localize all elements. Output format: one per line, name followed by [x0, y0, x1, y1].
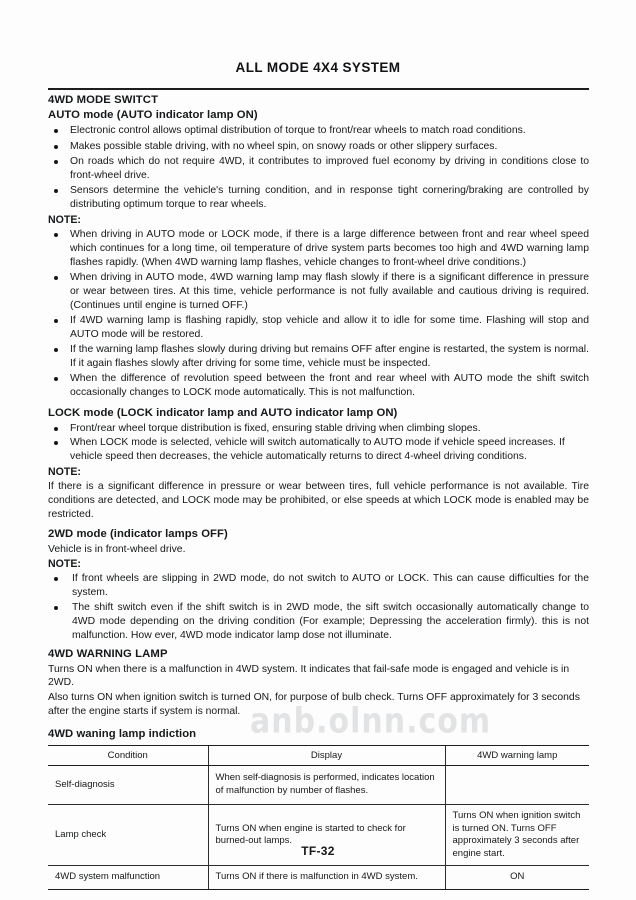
auto-mode-bullet-list	[48, 124, 589, 211]
list-item: Front/rear wheel torque distribution is fixed, ensuring stable driving when climbing slopes.	[48, 422, 589, 436]
warning-lamp-paragraph-1: Turns ON when there is a malfunction in 4WD system. It indicates that fail-safe mode is engaged and vehicle is in 2WD.	[48, 663, 570, 689]
warning-lamp-paragraph-2: Also turns ON when ignition switch is turned ON, for purpose of bulb check. Turns OFF approximately for 3 seconds after the engine starts if system is normal.	[48, 692, 580, 718]
table-row	[48, 766, 589, 805]
page-footer: TF-32	[301, 844, 335, 858]
lamp-indication-table-wrap	[48, 745, 589, 890]
note-label-2wd: NOTE:	[48, 557, 81, 570]
list-item: The shift switch even if the shift switch is in 2WD mode, the sift switch occasionally automatically change to 4WD mode depending on the driving condition (For example; Depressing the acceleration firmly). this is not malfunction. How ever, 4WD mode indicator lamp dose not illuminate.	[48, 601, 589, 642]
list-item: If 4WD warning lamp is flashing rapidly, stop vehicle and allow it to idle for some time. Flashing will stop and AUTO mode will be restored.	[48, 314, 589, 342]
list-item: If front wheels are slipping in 2WD mode, do not switch to AUTO or LOCK. This can cause difficulties for the system.	[48, 572, 589, 600]
column-header-condition: Condition	[48, 746, 208, 766]
lamp-indication-table	[48, 745, 589, 890]
list-item: On roads which do not require 4WD, it contributes to improved fuel economy by driving in conditions close to front-wheel drive.	[48, 155, 589, 183]
page-content	[48, 88, 589, 890]
cell-display: Turns ON when engine is started to check for burned-out lamps.	[208, 805, 445, 866]
2wd-mode-text: Vehicle is in front-wheel drive.	[48, 543, 186, 555]
column-header-warning-lamp: 4WD warning lamp	[445, 746, 589, 766]
cell-condition: Self-diagnosis	[48, 766, 208, 805]
cell-display: When self-diagnosis is performed, indicates location of malfunction by number of flashes.	[208, 766, 445, 805]
cell-condition: Lamp check	[48, 805, 208, 866]
subheading-lamp-indication-table: 4WD waning lamp indiction	[48, 727, 197, 740]
2wd-mode-note-list	[48, 572, 589, 643]
cell-warning-lamp	[445, 766, 589, 805]
cell-condition: 4WD system malfunction	[48, 866, 208, 890]
list-item: When driving in AUTO mode or LOCK mode, if there is a large difference between front and rear wheel speed which continues for a long time, oil temperature of drive system parts becomes too high and 4WD warning lamp flashes rapidly. (When 4WD warning lamp flashes, vehicle changes to front-wheel drive conditions.)	[48, 228, 589, 269]
subheading-2wd-mode: 2WD mode (indicator lamps OFF)	[48, 527, 228, 540]
table-header-row	[48, 746, 589, 766]
list-item: When the difference of revolution speed between the front and rear wheel with AUTO mode the shift switch occasionally changes to LOCK mode automatically. This is not malfunction.	[48, 372, 589, 400]
list-item: When driving in AUTO mode, 4WD warning lamp may flash slowly if there is a significant difference in pressure or wear between tires. At this time, vehicle performance is not fully available and cautious driving is required. (Continues until engine is turned OFF.)	[48, 271, 589, 312]
table-row	[48, 866, 589, 890]
lock-mode-note-text: If there is a significant difference in pressure or wear between tires, full vehicle performance is not available. Tire conditions are detected, and LOCK mode may be prohibited, or else speeds at which LOCK mode is enabled may be restricted.	[48, 481, 589, 520]
subheading-lock-mode: LOCK mode (LOCK indicator lamp and AUTO indicator lamp ON)	[48, 406, 398, 419]
note-label-lock: NOTE:	[48, 465, 81, 478]
list-item: Electronic control allows optimal distribution of torque to front/rear wheels to match road conditions.	[48, 124, 589, 138]
list-item: If the warning lamp flashes slowly during driving but remains OFF after engine is restarted, the system is normal. If it again flashes slowly after driving for some time, vehicle must be inspected.	[48, 343, 589, 371]
cell-display: Turns ON if there is malfunction in 4WD system.	[208, 866, 445, 890]
auto-mode-note-list	[48, 228, 589, 400]
cell-warning-lamp: Turns ON when ignition switch is turned ON. Turns OFF approximately 3 seconds after engine start.	[445, 805, 589, 866]
list-item: Makes possible stable driving, with no wheel spin, on snowy roads or other slippery surfaces.	[48, 140, 589, 154]
cell-warning-lamp: ON	[445, 866, 589, 890]
section-heading-mode-switch: 4WD MODE SWITCT	[48, 94, 159, 106]
lock-mode-bullet-list	[48, 422, 589, 464]
note-label-auto: NOTE:	[48, 213, 81, 226]
list-item: Sensors determine the vehicle's turning condition, and in response tight cornering/braking are controlled by distributing optimum torque to rear wheels.	[48, 184, 589, 212]
subheading-auto-mode: AUTO mode (AUTO indicator lamp ON)	[48, 109, 258, 122]
page-title: ALL MODE 4X4 SYSTEM	[235, 60, 401, 75]
section-rule	[48, 88, 589, 90]
section-heading-warning-lamp: 4WD WARNING LAMP	[48, 648, 168, 661]
list-item: When LOCK mode is selected, vehicle will switch automatically to AUTO mode if vehicle speed increases. If vehicle speed then decreases, the vehicle automatically returns to direct 4-wheel driving conditions.	[48, 436, 589, 464]
column-header-display: Display	[208, 746, 445, 766]
scan-watermark: anb.olnn.com	[250, 701, 492, 742]
